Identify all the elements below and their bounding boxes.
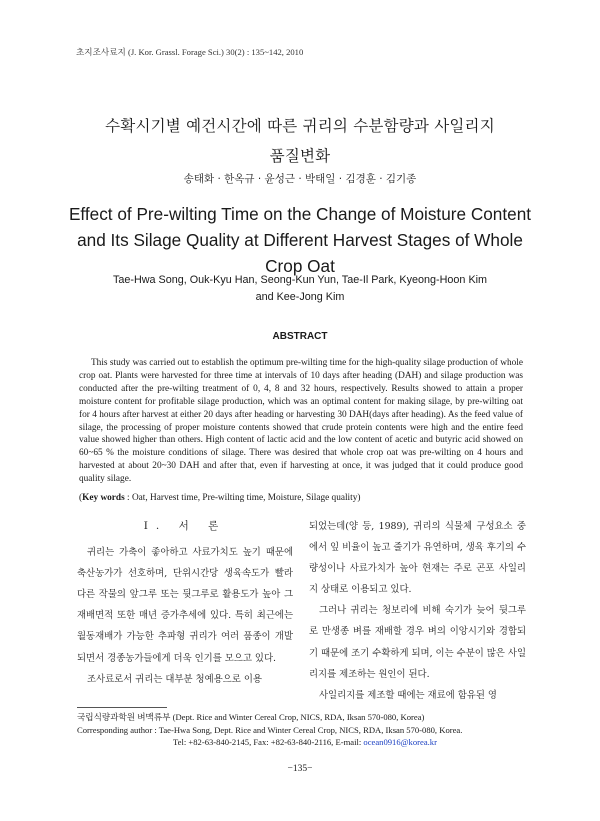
paragraph: 귀리는 가축이 좋아하고 사료가치도 높기 때문에 축산농가가 선호하며, 단위시간당 생육속도가 빨라 다른 작물의 앞그루 또는 뒷그루로 활용도가 높아 그 재배면적 또한 매년 증가추세에 있다. 특히 최근에는 월동재배가 가능한 추파형 귀리가 여러 품종이 개발되면서 경종농가들에게 더욱 인기를 모으고 있다. (77, 547, 293, 664)
journal-header: 초지조사료지 (J. Kor. Grassl. Forage Sci.) 30(2) : 135~142, 2010 (76, 47, 304, 57)
footnote-corresponding-author: Corresponding author : Tae-Hwa Song, Dept. Rice and Winter Cereal Crop, NICS, RDA, Iksan 570-080, Korea. (77, 724, 463, 735)
footnote-contact (77, 736, 537, 749)
page-number: −135− (287, 764, 313, 774)
title-english (0, 201, 600, 279)
keywords-label: Key words (82, 493, 125, 503)
title-english-line-2: and Its Silage Quality at Different Harvest Stages of Whole (77, 230, 523, 250)
footnote-affiliation: 국립식량과학원 벼맥류부 (Dept. Rice and Winter Cereal Crop, NICS, RDA, Iksan 570-080, Korea) (77, 712, 425, 722)
paragraph: 되었는데(양 등, 1989), 귀리의 식물체 구성요소 중에서 잎 비율이 높고 줄기가 유연하며, 생육 후기의 수량성이나 사료가치가 높아 현재는 주로 곤포 사일리지 상태로 이용되고 있다. (309, 521, 527, 596)
abstract-heading: ABSTRACT (272, 331, 328, 342)
body-column-left (77, 516, 293, 690)
email-link[interactable]: ocean0916@korea.kr (363, 737, 437, 748)
abstract-body (79, 357, 523, 486)
title-english-line-3: Crop Oat (265, 256, 335, 276)
authors-english-line-2: and Kee-Jong Kim (255, 291, 345, 303)
section-title-introduction: Ⅰ. 서 론 (143, 520, 227, 532)
authors-english (0, 272, 600, 306)
paragraph: 사일리지를 제조할 때에는 재료에 함유된 영 (319, 689, 497, 701)
title-korean-line-2: 품질변화 (269, 147, 331, 165)
keywords: (Key words : Oat, Harvest time, Pre-wilting time, Moisture, Silage quality) (79, 493, 361, 503)
authors-english-line-1: Tae-Hwa Song, Ouk-Kyu Han, Seong-Kun Yun, Tae-Il Park, Kyeong-Hoon Kim (112, 274, 488, 286)
paragraph: 조사료로서 귀리는 대부분 청예용으로 이용 (87, 673, 262, 685)
title-korean (0, 111, 600, 171)
title-english-line-1: Effect of Pre-wilting Time on the Change of Moisture Content (68, 204, 532, 224)
footnote-contact-text: Tel: +82-63-840-2145, Fax: +82-63-840-2116, E-mail: (173, 737, 364, 748)
abstract-text: This study was carried out to establish the optimum pre-wilting time for the high-quality silage production of whole crop oat. Plants were harvested for three time at intervals of 10 days after heading (DAH) and silage production was conducted after the pre-wilting treatment of 0, 4, 8 and 32 hours, respectively. Results showed to attain a proper moisture content for profitable silage production, which was an optimal content for making silage, by pre-wilting oat for 4 hours after harvest at either 20 days after heading or harvesting 30 DAH(days after heading). As the feed value of silage, the processing of proper moisture contents showed that crude protein contents were high and the entire feed value showed higher than others. High content of lactic acid and the low content of acetic and butyric acid showed on 60~65 % the moisture conditions of silage. There was desired that whole crop oat was pre-wilting on 4 hours and harvested at about 20~30 DAH and after that, even if harvesting at once, it was judged that it could produce good quality silage. (79, 358, 523, 485)
title-korean-line-1: 수확시기별 예건시간에 따른 귀리의 수분함량과 사일리지 (105, 117, 495, 135)
body-column-right (309, 516, 526, 706)
keywords-text: : Oat, Harvest time, Pre-wilting time, Moisture, Silage quality) (127, 493, 361, 503)
footnote-divider (77, 707, 167, 708)
footnotes (77, 711, 537, 749)
authors-korean: 송태화 · 한옥규 · 윤성근 · 박태일 · 김경훈 · 김기종 (183, 173, 417, 185)
paragraph: 그러나 귀리는 청보리에 비해 숙기가 늦어 뒷그루로 만생종 벼를 재배할 경우 벼의 이앙시기와 경합되기 때문에 조기 수확하게 되며, 이는 수분이 많은 사일리지를 제조하는 원인이 된다. (309, 605, 527, 680)
